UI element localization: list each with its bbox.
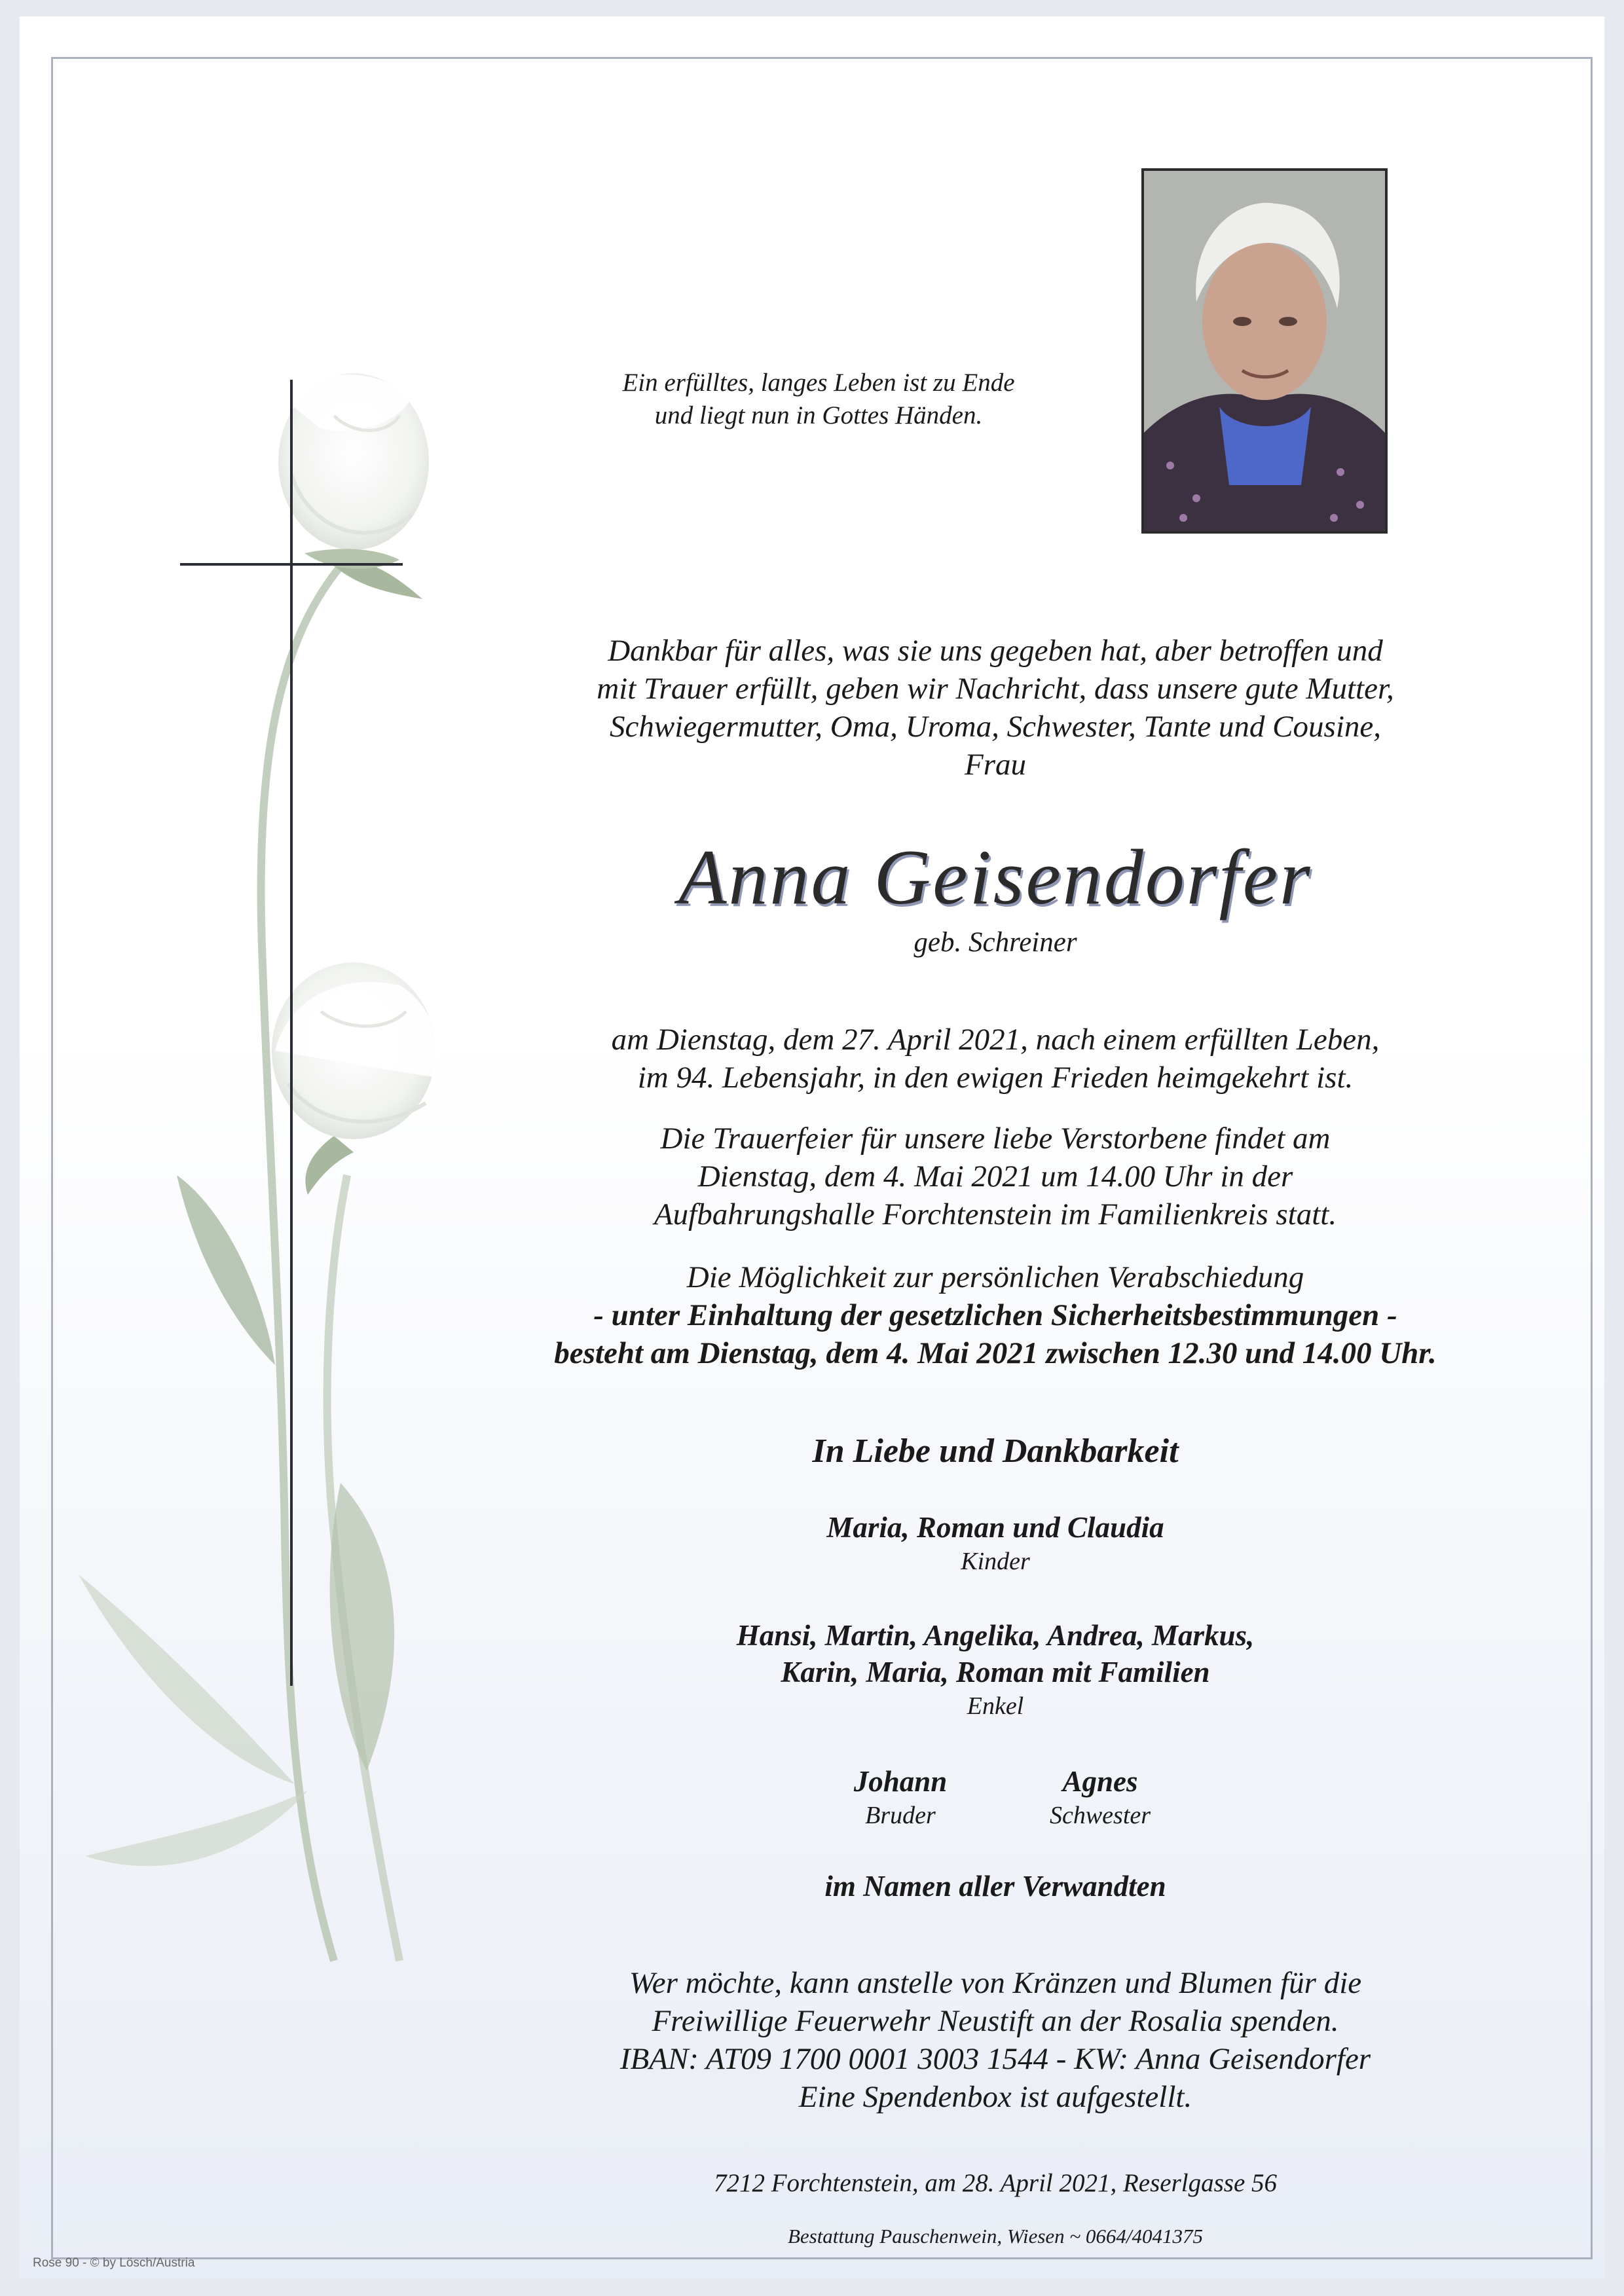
intro-line: Schwiegermutter, Oma, Uroma, Schwester, Tante und Cousine, (609, 710, 1381, 744)
mourner-sister (969, 1763, 1231, 1831)
motto (550, 367, 1087, 432)
funeral-info (478, 1120, 1513, 1233)
brother-role: Bruder (865, 1802, 936, 1829)
closing-phrase: In Liebe und Dankbarkeit (812, 1432, 1179, 1470)
donation-line: Eine Spendenbox ist aufgestellt. (798, 2080, 1192, 2114)
farewell-line: besteht am Dienstag, dem 4. Mai 2021 zwischen 12.30 und 14.00 Uhr. (554, 1336, 1437, 1370)
place-date: 7212 Forchtenstein, am 28. April 2021, Reserlgasse 56 (713, 2169, 1278, 2197)
brother-name: Johann (853, 1765, 948, 1798)
children-names: Maria, Roman und Claudia (826, 1511, 1164, 1544)
white-roses-illustration (59, 357, 517, 2124)
death-notice (478, 1021, 1513, 1097)
children-role: Kinder (961, 1548, 1030, 1575)
farewell-info (478, 1258, 1513, 1372)
sister-name: Agnes (1062, 1765, 1138, 1798)
donation-line: Wer möchte, kann anstelle von Kränzen und Blumen für die (629, 1966, 1362, 2000)
maiden-name: geb. Schreiner (913, 927, 1077, 958)
deceased-name: Anna Geisendorfer (678, 833, 1312, 920)
intro-line: Frau (965, 748, 1026, 782)
sister-role: Schwester (1049, 1802, 1151, 1829)
funeral-line: Dienstag, dem 4. Mai 2021 um 14.00 Uhr in der (697, 1159, 1293, 1194)
portrait-photo (1141, 168, 1388, 534)
funeral-line: Die Trauerfeier für unsere liebe Verstorbene findet am (660, 1121, 1331, 1156)
intro-line: mit Trauer erfüllt, geben wir Nachricht, dass unsere gute Mutter, (597, 672, 1394, 706)
motto-line: Ein erfülltes, langes Leben ist zu Ende (622, 369, 1015, 397)
donation-line: Freiwillige Feuerwehr Neustift an der Rosalia spenden. (652, 2004, 1339, 2038)
cross-vertical-bar (290, 380, 293, 1686)
death-notice-line: am Dienstag, dem 27. April 2021, nach einem erfüllten Leben, (611, 1023, 1380, 1057)
death-notice-line: im 94. Lebensjahr, in den ewigen Frieden heimgekehrt ist. (637, 1061, 1354, 1095)
mourners-children (478, 1509, 1513, 1577)
cross-horizontal-bar (180, 563, 403, 566)
funeral-line: Aufbahrungshalle Forchtenstein im Familienkreis statt. (654, 1197, 1337, 1231)
portrait-illustration (1144, 171, 1385, 531)
mourners-grandchildren (478, 1617, 1513, 1722)
donation-info (478, 1964, 1513, 2116)
motto-line: und liegt nun in Gottes Händen. (654, 401, 983, 429)
farewell-line: Die Möglichkeit zur persönlichen Verabschiedung (686, 1260, 1304, 1294)
grandchildren-names: Karin, Maria, Roman mit Familien (781, 1656, 1210, 1688)
undertaker-info: Bestattung Pauschenwein, Wiesen ~ 0664/4041375 (787, 2225, 1204, 2248)
donation-line: IBAN: AT09 1700 0001 3003 1544 - KW: Anna Geisendorfer (619, 2042, 1371, 2076)
grandchildren-names: Hansi, Martin, Angelika, Andrea, Markus, (736, 1619, 1255, 1652)
obituary-sheet (20, 16, 1604, 2278)
intro-line: Dankbar für alles, was sie uns gegeben hat, aber betroffen und (608, 634, 1383, 668)
grandchildren-role: Enkel (967, 1692, 1024, 1720)
relatives-line: im Namen aller Verwandten (824, 1870, 1166, 1903)
farewell-line: - unter Einhaltung der gesetzlichen Sicherheitsbestimmungen - (593, 1298, 1397, 1332)
copyright-credit: Rose 90 - © by Lösch/Austria (33, 2256, 195, 2270)
intro-text (478, 632, 1513, 784)
